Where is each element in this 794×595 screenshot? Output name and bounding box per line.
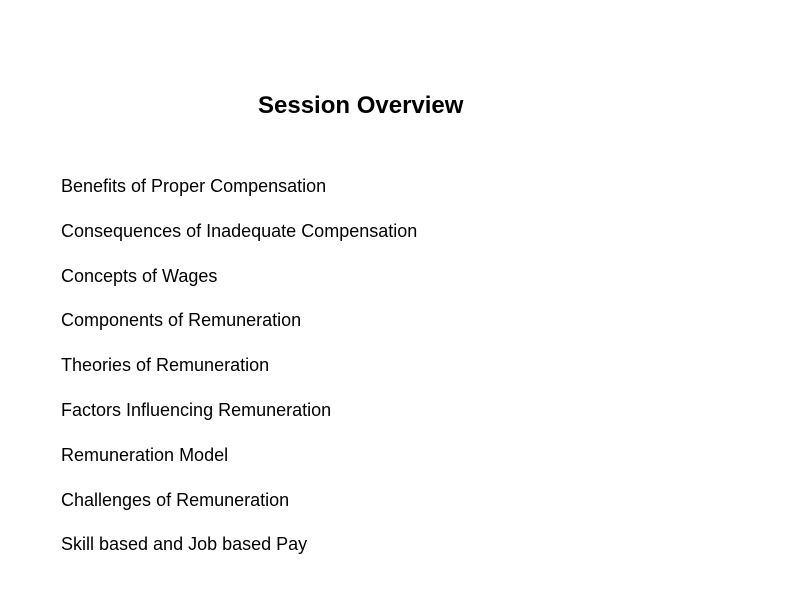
slide-title: Session Overview <box>258 92 464 119</box>
topic-item: Remuneration Model <box>61 444 229 465</box>
topic-item: Theories of Remuneration <box>61 355 270 376</box>
topic-item: Consequences of Inadequate Compensation <box>61 220 418 241</box>
topic-item: Skill based and Job based Pay <box>61 534 308 555</box>
topic-list <box>61 175 417 578</box>
topic-item: Components of Remuneration <box>61 310 302 331</box>
topic-item: Benefits of Proper Compensation <box>61 176 327 196</box>
topic-item: Factors Influencing Remuneration <box>61 399 332 420</box>
topic-item: Concepts of Wages <box>61 265 218 286</box>
topic-item: Challenges of Remuneration <box>61 489 290 510</box>
